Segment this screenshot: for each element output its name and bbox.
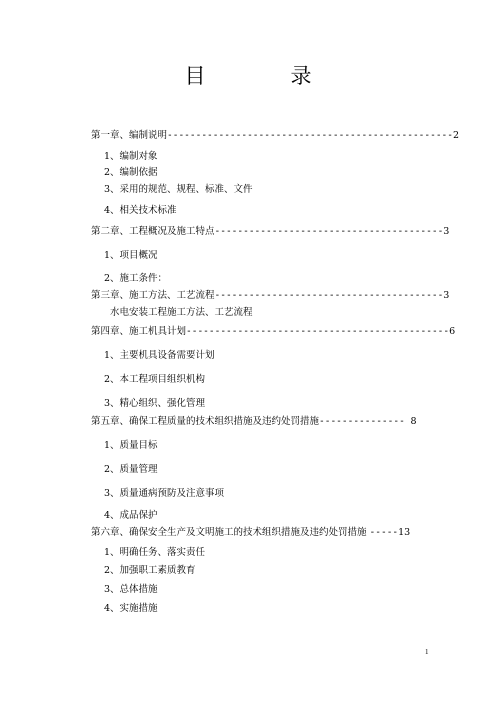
- toc-page-number: 8: [410, 416, 417, 427]
- toc-page-number: 13: [398, 527, 411, 538]
- toc-entry-text: 第三章、施工方法、工艺流程: [91, 290, 215, 301]
- toc-entry-text: 第四章、施工机具计划: [91, 326, 187, 337]
- toc-chapter-1: [91, 130, 459, 142]
- toc-item: 1、明确任务、落实责任: [104, 547, 206, 558]
- toc-chapter-3: [91, 290, 449, 302]
- toc-item: 2、编制依据: [104, 167, 158, 178]
- toc-entry-text: 第二章、工程概况及施工特点: [91, 226, 215, 237]
- page-number: 1: [425, 648, 429, 656]
- toc-item: 1、项目概况: [104, 250, 158, 261]
- toc-chapter-6: [91, 527, 410, 539]
- toc-item: 4、成品保护: [104, 510, 158, 521]
- toc-page-number: 3: [443, 226, 450, 237]
- toc-item: 3、总体措施: [104, 584, 158, 595]
- toc-item: 1、编制对象: [104, 151, 158, 162]
- toc-item: 1、主要机具设备需要计划: [104, 350, 215, 361]
- toc-leader: ----------------------------------------------: [186, 326, 450, 337]
- toc-entry-text: 第六章、确保安全生产及文明施工的技术组织措施及违约处罚措施: [91, 527, 370, 538]
- toc-leader: --------------------------------------------------: [167, 130, 453, 141]
- toc-item: 3、精心组织、强化管理: [104, 398, 206, 409]
- toc-leader: ----------------------------------------: [214, 226, 444, 237]
- toc-page-number: 3: [443, 290, 450, 301]
- toc-page-number: 2: [453, 130, 460, 141]
- toc-item: 3、采用的规范、规程、标准、文件: [104, 184, 253, 195]
- toc-chapter-4: [91, 326, 455, 338]
- toc-entry-text: 第一章、编制说明: [91, 130, 168, 141]
- toc-item: 2、本工程项目组织机构: [104, 374, 206, 385]
- toc-chapter-5: [91, 416, 417, 428]
- toc-item: 3、质量通病预防及注意事项: [104, 488, 225, 499]
- toc-item: 4、相关技术标准: [104, 205, 177, 216]
- toc-title: 目 录: [184, 64, 344, 88]
- toc-chapter-2: [91, 226, 449, 238]
- toc-leader: ---------------: [319, 416, 411, 427]
- toc-page-number: 6: [449, 326, 456, 337]
- toc-leader: -----: [369, 527, 399, 538]
- toc-item: 1、质量目标: [104, 440, 158, 451]
- toc-item: 水电安装工程施工方法、工艺流程: [110, 307, 253, 318]
- toc-item: 2、质量管理: [104, 464, 158, 475]
- toc-item: 4、实施措施: [104, 603, 158, 614]
- toc-item: 2、施工条件：: [104, 273, 168, 284]
- toc-leader: ----------------------------------------: [214, 290, 444, 301]
- toc-entry-text: 第五章、确保工程质量的技术组织措施及违约处罚措施: [91, 416, 320, 427]
- toc-item: 2、加强职工素质教育: [104, 565, 196, 576]
